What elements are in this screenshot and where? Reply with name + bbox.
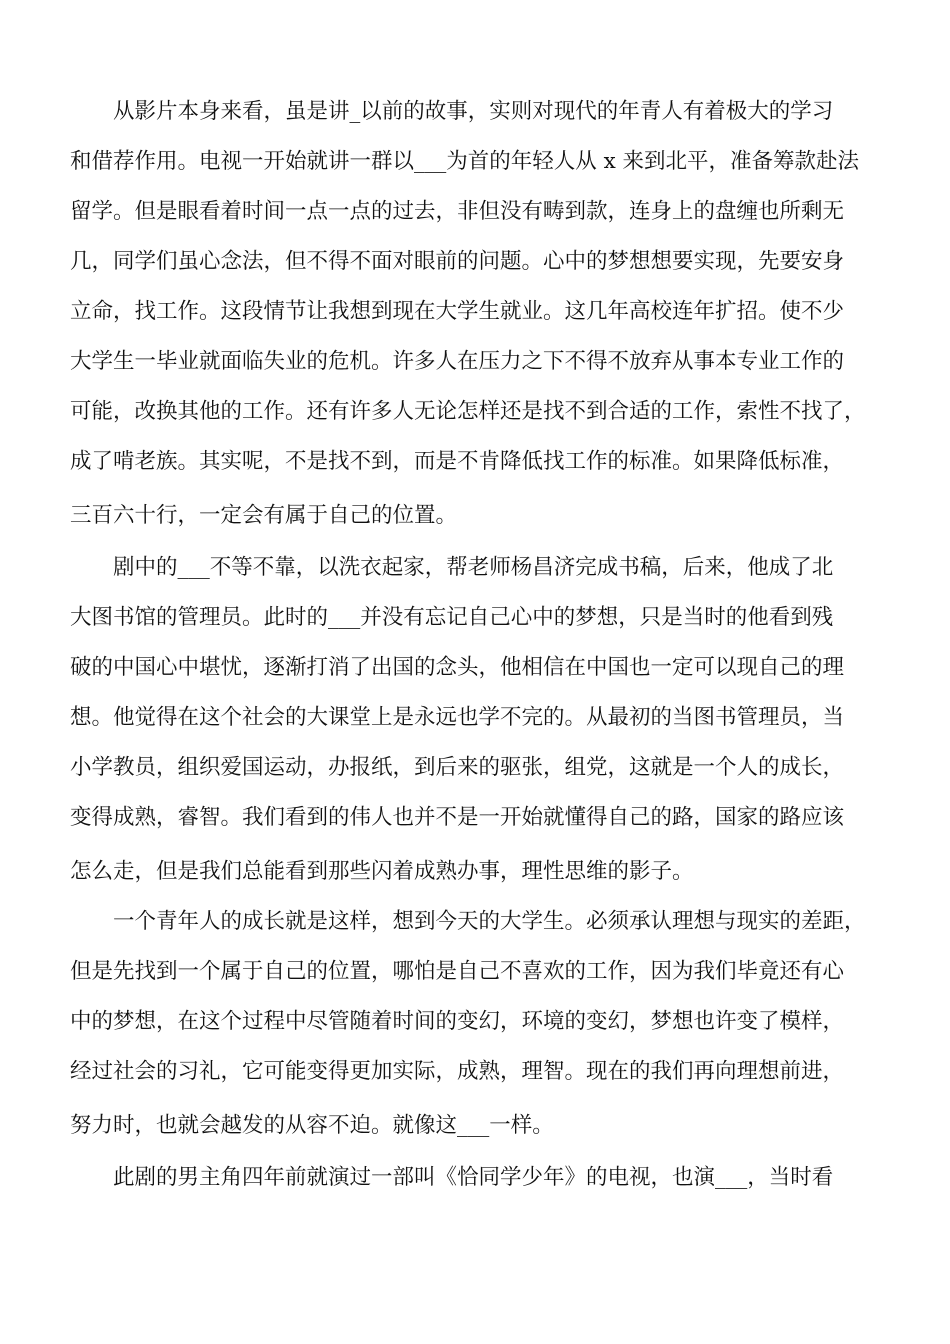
text-line: 但是先找到一个属于自己的位置，哪怕是自己不喜欢的工作，因为我们毕竟还有心 <box>70 959 845 984</box>
text-line: 一个青年人的成长就是这样，想到今天的大学生。必须承认理想与现实的差距， <box>113 909 866 934</box>
text-line: 可能，改换其他的工作。还有许多人无论怎样还是找不到合适的工作，索性不找了， <box>70 399 866 424</box>
text-line: 从影片本身来看，虽是讲_以前的故事，实则对现代的年青人有着极大的学习 <box>113 99 834 124</box>
text-line: 大图书馆的管理员。此时的___并没有忘记自己心中的梦想，只是当时的他看到残 <box>70 605 834 630</box>
text-line: 中的梦想，在这个过程中尽管随着时间的变幻，环境的变幻，梦想也许变了模样， <box>70 1009 845 1034</box>
text-line: 变得成熟，睿智。我们看到的伟人也并不是一开始就懂得自己的路，国家的路应该 <box>70 805 845 830</box>
text-line: 立命，找工作。这段情节让我想到现在大学生就业。这几年高校连年扩招。使不少 <box>70 299 845 324</box>
text-line: 小学教员，组织爱国运动，办报纸，到后来的驱张，组党，这就是一个人的成长， <box>70 755 845 780</box>
text-line: 大学生一毕业就面临失业的危机。许多人在压力之下不得不放弃从事本专业工作的 <box>70 349 845 374</box>
text-line: 此剧的男主角四年前就演过一部叫《恰同学少年》的电视，也演___，当时看 <box>113 1165 834 1190</box>
text-line: 几，同学们虽心念法，但不得不面对眼前的问题。心中的梦想想要实现，先要安身 <box>70 249 845 274</box>
text-line: 破的中国心中堪忧，逐渐打消了出国的念头，他相信在中国也一定可以现自己的理 <box>70 655 845 680</box>
text-line: 剧中的___不等不靠，以洗衣起家，帮老师杨昌济完成书稿，后来，他成了北 <box>113 555 834 580</box>
text-line: 努力时，也就会越发的从容不迫。就像这___一样。 <box>70 1113 554 1138</box>
text-line: 和借荐作用。电视一开始就讲一群以___为首的年轻人从 x 来到北平，准备筹款赴法 <box>70 149 860 174</box>
text-line: 三百六十行，一定会有属于自己的位置。 <box>70 503 458 528</box>
text-line: 怎么走，但是我们总能看到那些闪着成熟办事，理性思维的影子。 <box>70 859 694 884</box>
text-line: 想。他觉得在这个社会的大课堂上是永远也学不完的。从最初的当图书管理员，当 <box>70 705 845 730</box>
text-line: 经过社会的习礼，它可能变得更加实际，成熟，理智。现在的我们再向理想前进， <box>70 1059 845 1084</box>
text-line: 留学。但是眼看着时间一点一点的过去，非但没有畴到款，连身上的盘缠也所剩无 <box>70 199 845 224</box>
text-line: 成了啃老族。其实呢，不是找不到，而是不肯降低找工作的标准。如果降低标准， <box>70 449 845 474</box>
